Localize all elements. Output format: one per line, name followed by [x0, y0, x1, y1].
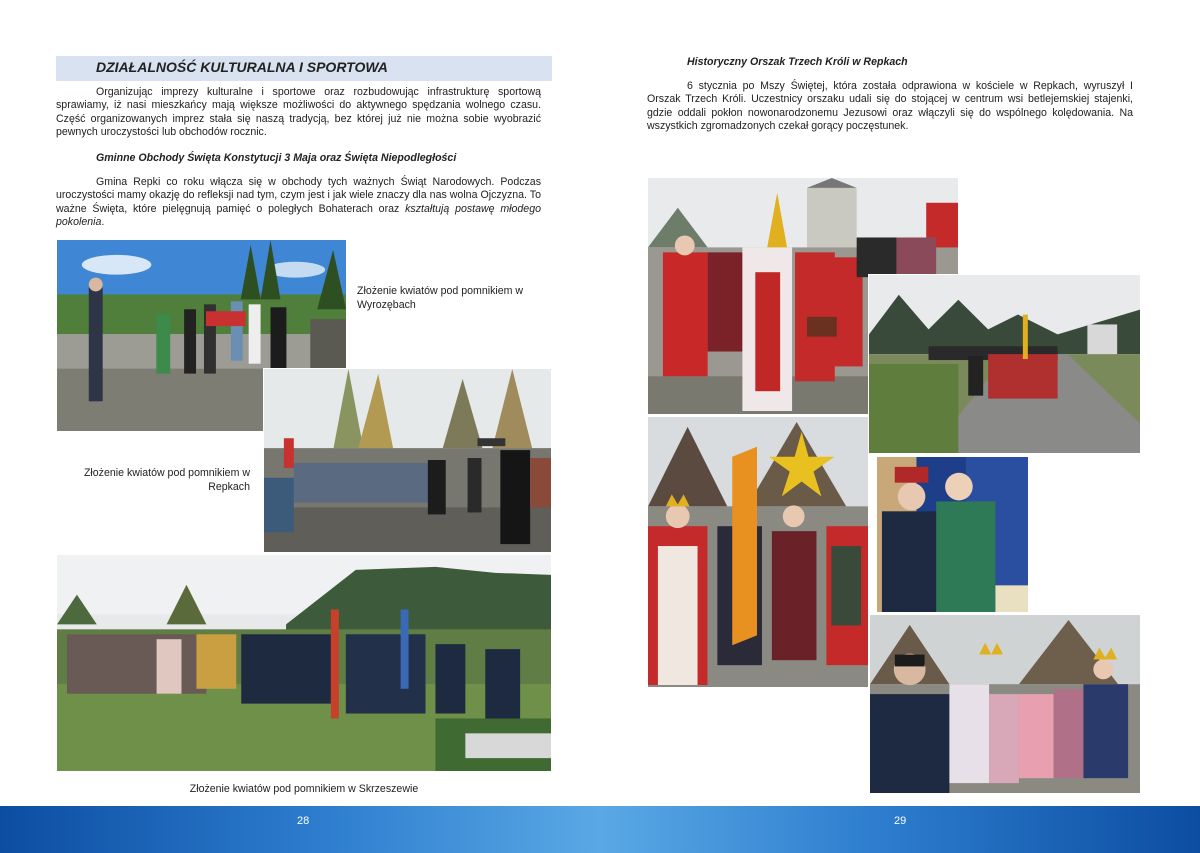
left-subheading: Gminne Obchody Święta Konstytucji 3 Maja oraz Święta Niepodległości — [96, 152, 457, 164]
section-title: DZIAŁALNOŚĆ KULTURALNA I SPORTOWA — [96, 59, 388, 75]
right-subheading: Historyczny Orszak Trzech Króli w Repkach — [687, 56, 908, 68]
second-paragraph-italic: kształtują postawę młodego pokolenia — [56, 202, 541, 229]
caption-wyrozeby: Złożenie kwiatów pod pomnikiem w Wyrozębach — [357, 285, 524, 311]
photo-star-bearers — [647, 416, 869, 688]
intro-paragraph: Organizując imprezy kulturalne i sportowe oraz rozbudowując infrastrukturę sportową sprawiamy, iż nasi mieszkańcy mają większe możliwości do aktywnego spędzania wolnego czasu. Część organizowanych imprez stała się naszą tradycją, bez której już nie można sobie wyobrazić pewnych uroczystości lub obchodów rocznic. — [56, 86, 541, 139]
photo-repki — [263, 368, 552, 553]
photo-children-crowns — [869, 614, 1141, 794]
second-paragraph-end: . — [101, 216, 105, 229]
second-paragraph — [56, 176, 541, 230]
caption-skrzeszew: Złożenie kwiatów pod pomnikiem w Skrzeszewie — [189, 783, 419, 795]
photo-procession-road — [868, 274, 1141, 454]
caption-repki: Złożenie kwiatów pod pomnikiem w Repkach — [83, 467, 250, 493]
second-paragraph-text: Gmina Repki co roku włącza się w obchody tych ważnych Świąt Narodowych. Podczas uroczystości mamy okazję do refleksji nad tym, czym jest i jak wiele znaczy dla nas wolna Ojczyzna. To ważne Święta, które pielęgnują pamięć o poległych Bohaterach oraz — [56, 176, 541, 215]
photo-officials — [876, 456, 1029, 613]
page-number-right: 29 — [894, 815, 907, 827]
footer-bar — [0, 806, 1200, 853]
page-number-left: 28 — [297, 815, 310, 827]
photo-skrzeszew — [56, 554, 552, 772]
right-paragraph: 6 stycznia po Mszy Świętej, która została odprawiona w kościele w Repkach, wyruszył I Orszak Trzech Króli. Uczestnicy orszaku udali się do stojącej w centrum wsi betlejemskiej stajenki, gdzie oddali pokłon nowonarodzonemu Jezusowi oraz włączyli się do wspólnego kolędowania. Na wszystkich zgromadzonych czekał gorący poczęstunek. — [647, 80, 1133, 133]
